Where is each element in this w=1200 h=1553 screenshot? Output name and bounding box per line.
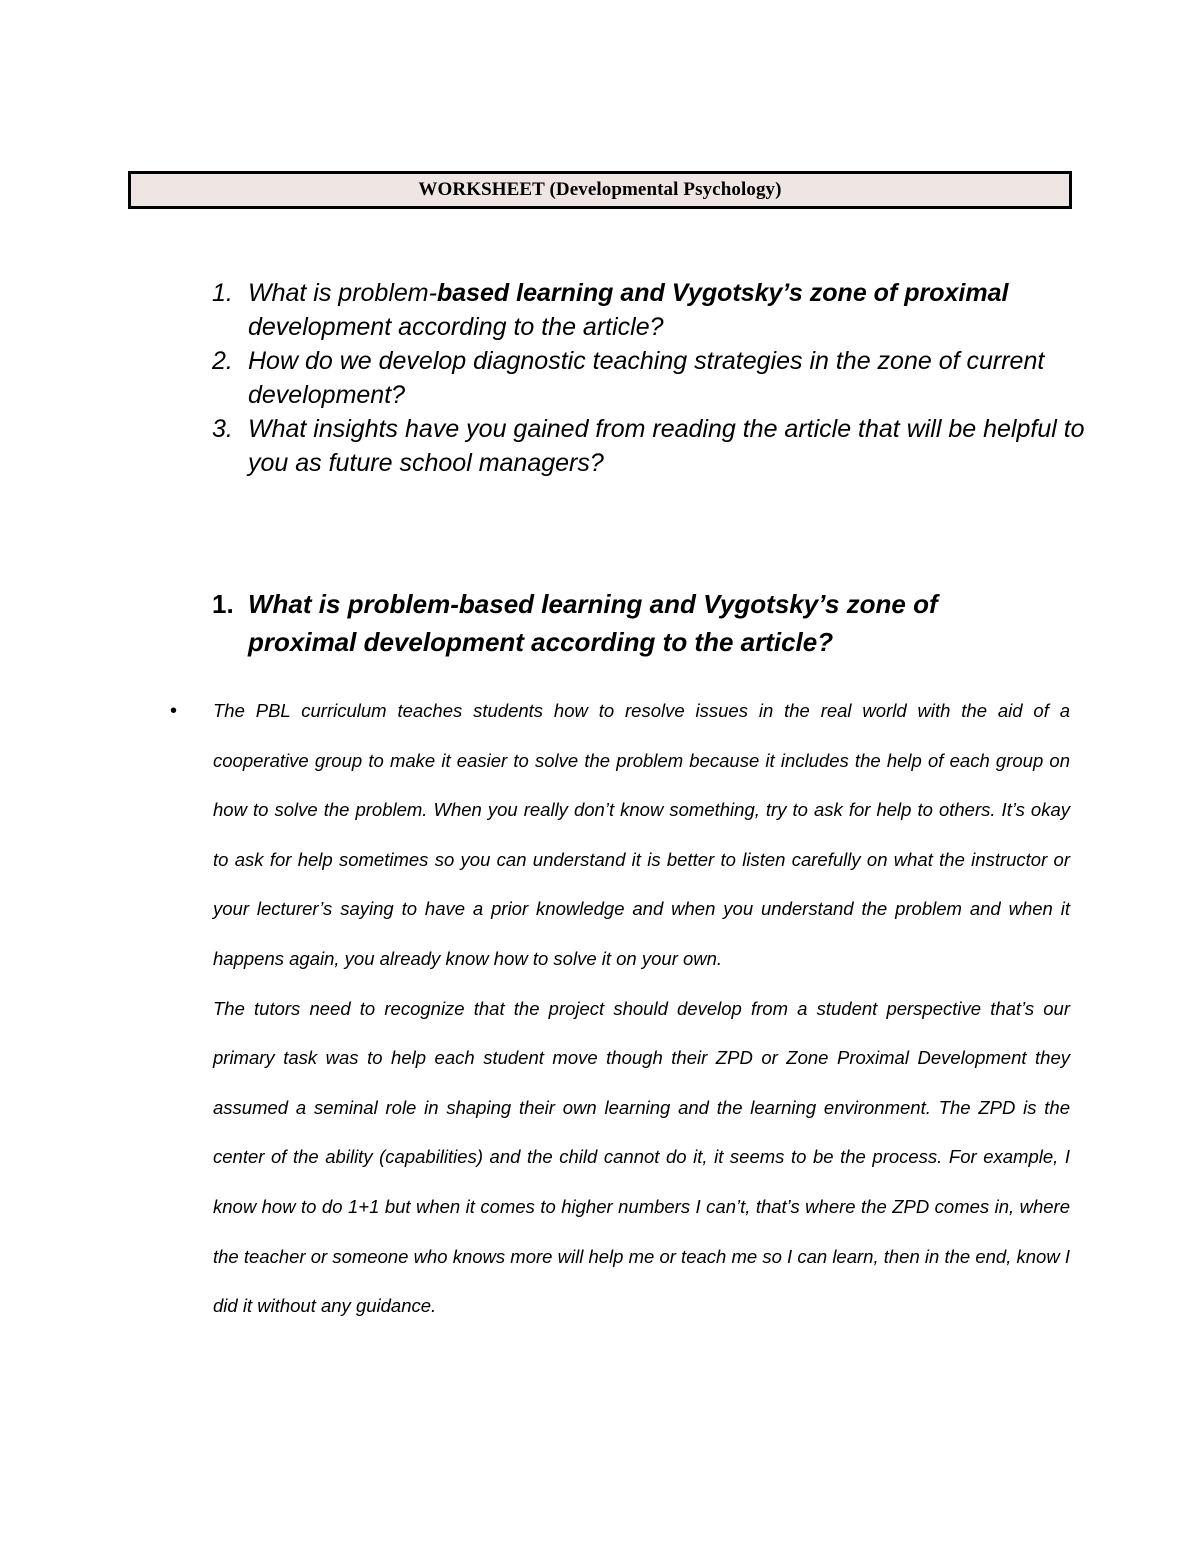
question-text-bold-part: based learning and Vygotsky’s zone of proximal [436, 279, 1009, 307]
section-heading-text: What is problem-based learning and Vygotsky’s zone of proximal development according to the article? [248, 589, 938, 657]
question-text-part: What is problem- [248, 279, 437, 307]
question-item-1 [212, 276, 1092, 344]
question-number: 2. [212, 347, 233, 375]
answer-paragraph-1: The PBL curriculum teaches students how to resolve issues in the real world with the aid of a cooperative group to make it easier to solve the problem because it includes the help of each group on how to solve the problem. When you really don’t know something, try to ask for help to others. It’s okay to ask for help sometimes so you can understand it is better to listen carefully on what the instructor or your lecturer’s saying to have a prior knowledge and when you understand the problem and when it happens again, you already know how to solve it on your own. [213, 700, 1070, 969]
bullet-icon: • [170, 700, 178, 722]
question-item-2 [212, 344, 1092, 412]
question-text-part: development according to the article? [248, 313, 664, 341]
worksheet-title-box [128, 171, 1072, 209]
answer-block [170, 686, 1070, 1331]
question-number: 3. [212, 415, 233, 443]
question-number: 1. [212, 279, 233, 307]
question-text: What insights have you gained from reading the article that will be helpful to you as future school managers? [248, 415, 1085, 477]
worksheet-title: WORKSHEET (Developmental Psychology) [418, 179, 782, 200]
answer-paragraph-2: The tutors need to recognize that the project should develop from a student perspective that’s our primary task was to help each student move though their ZPD or Zone Proximal Development they assumed a seminal role in shaping their own learning and the learning environment. The ZPD is the center of the ability (capabilities) and the child cannot do it, it seems to be the process. For example, I know how to do 1+1 but when it comes to higher numbers I can’t, that’s where the ZPD comes in, where the teacher or someone who knows more will help me or teach me so I can learn, then in the end, know I did it without any guidance. [213, 997, 1070, 1317]
question-item-3 [212, 412, 1092, 480]
section-number: 1. [212, 589, 234, 619]
section-heading [212, 585, 1092, 661]
question-list [212, 276, 1092, 480]
question-text: How do we develop diagnostic teaching strategies in the zone of current development? [248, 347, 1045, 409]
